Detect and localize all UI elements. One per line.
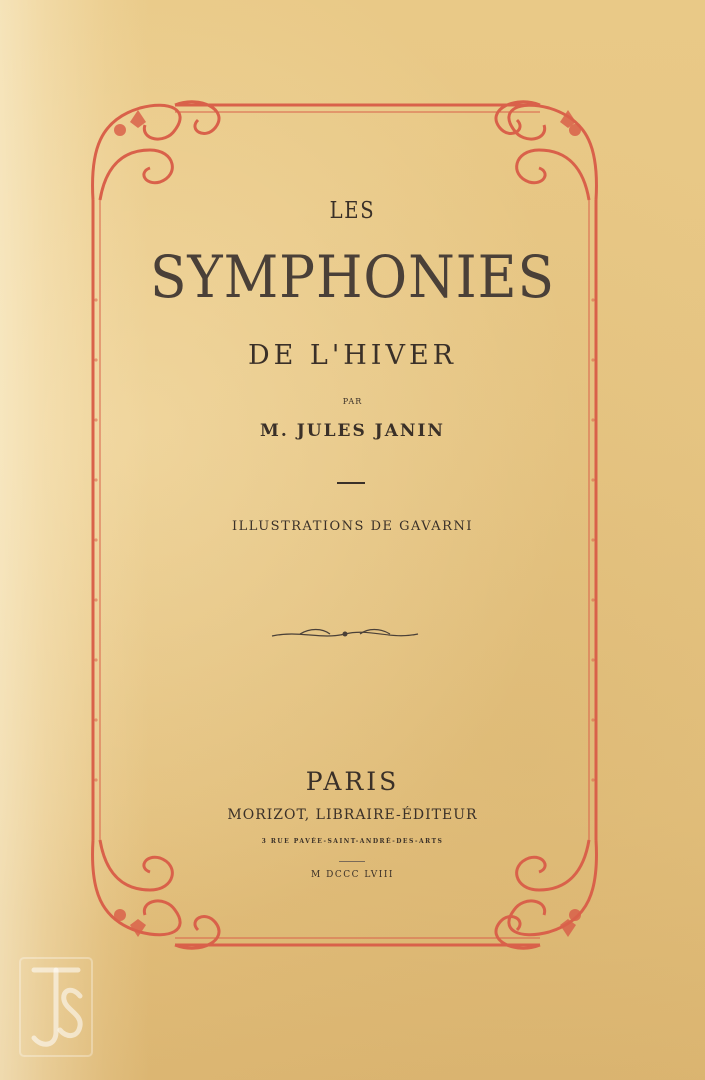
by-line: PAR [342, 397, 363, 406]
author-name: M. JULES JANIN [260, 421, 445, 441]
title-main: SYMPHONIES [149, 243, 556, 311]
publication-year: M DCCC LVIII [311, 870, 394, 880]
small-separator-rule [339, 861, 365, 862]
watermark-logo [14, 950, 99, 1065]
publisher-address: 3 RUE PAVÉE-SAINT-ANDRÉ-DES-ARTS [261, 838, 444, 845]
title-sub: DE L'HIVER [247, 340, 458, 371]
publication-city: PARIS [305, 767, 400, 796]
title-prefix: LES [329, 198, 376, 224]
separator-rule [337, 482, 365, 484]
illustrator-line: ILLUSTRATIONS DE GAVARNI [232, 519, 473, 534]
publisher-name: MORIZOT, LIBRAIRE-ÉDITEUR [227, 807, 478, 823]
